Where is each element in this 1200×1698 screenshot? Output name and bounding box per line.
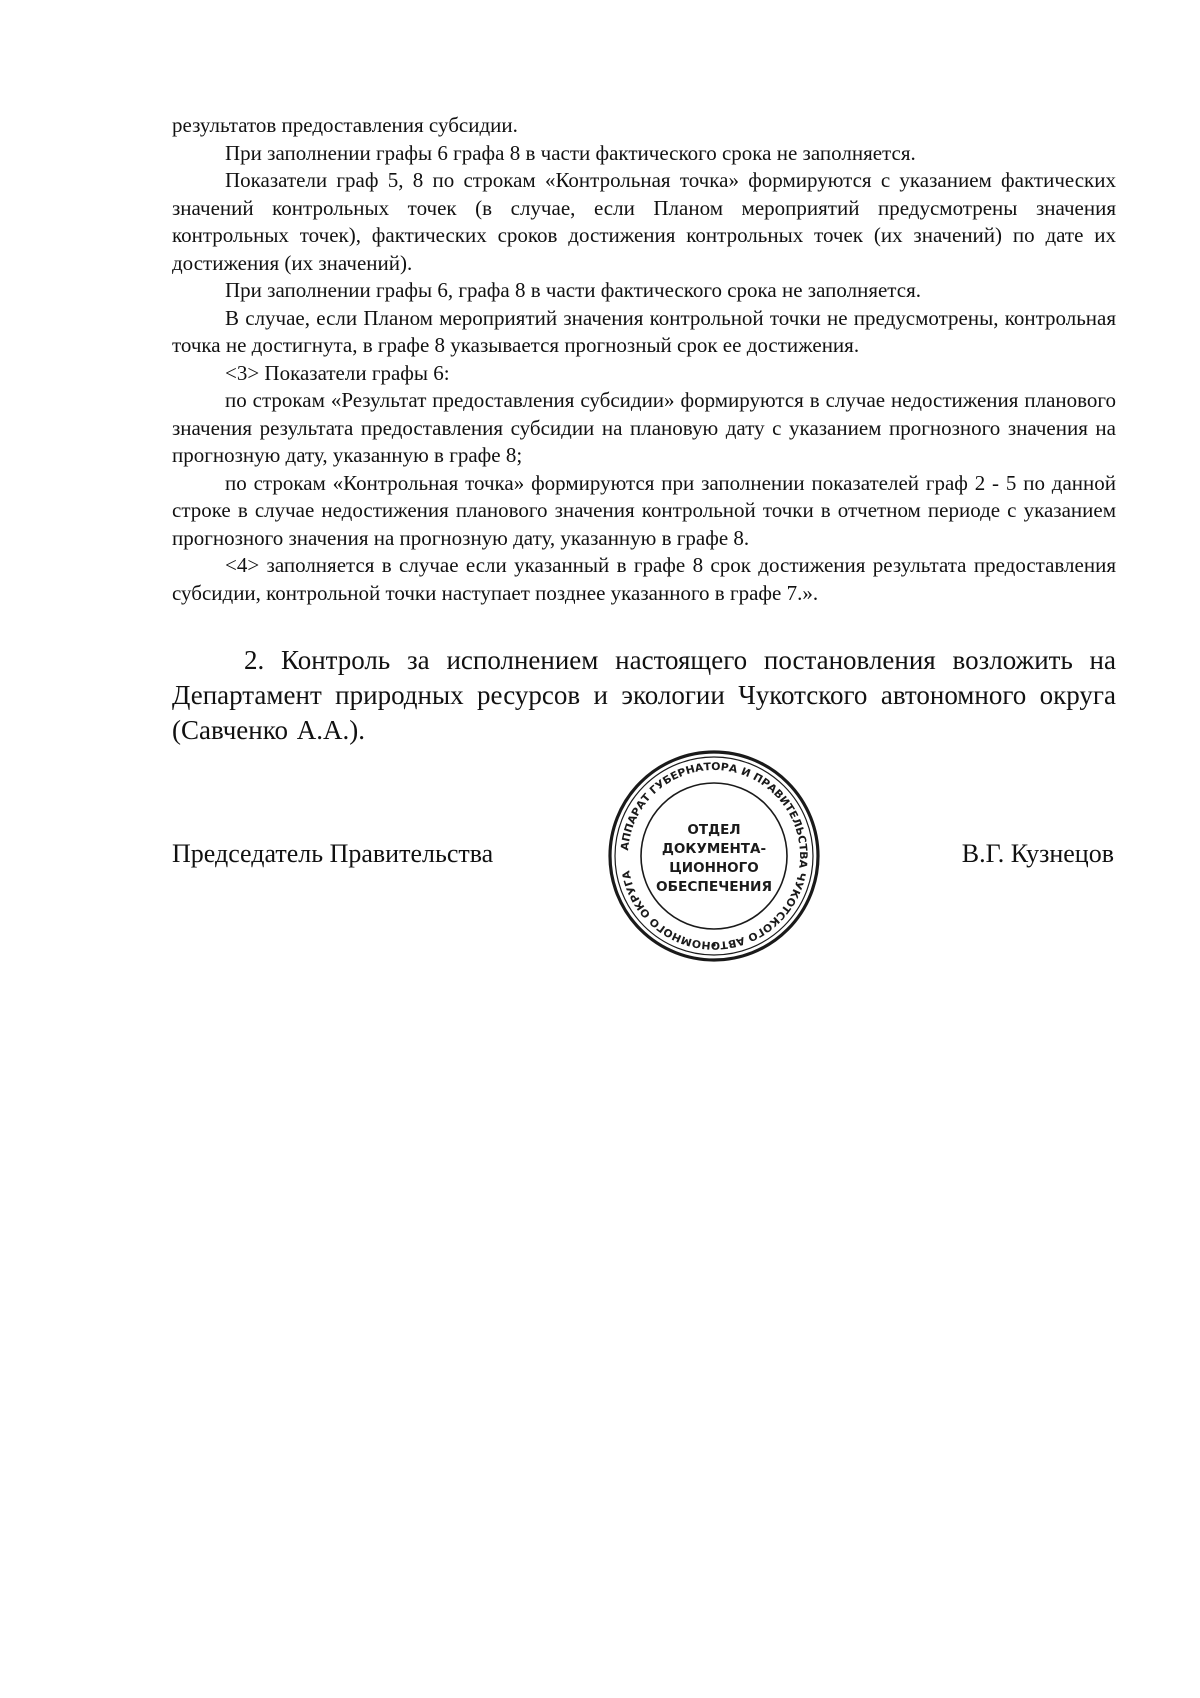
- footnote-paragraph: по строкам «Результат предоставления субсидии» формируются в случае недостижения планового значения результата предоставления субсидии на плановую дату с указанием прогнозного значения на прогнозную дату, указанную в графе 8;: [172, 388, 1116, 467]
- footnote-marker-3: <3> Показатели графы 6:: [225, 360, 450, 385]
- footnote-paragraph: При заполнении графы 6 графа 8 в части фактического срока не заполняется.: [225, 140, 916, 165]
- seal-graphic: [603, 745, 825, 967]
- seal-ring-textpath: АППАРАТ ГУБЕРНАТОРА И ПРАВИТЕЛЬСТВА ЧУКОТСКОГО АВТ НОМНОГО ОКРУГА: [619, 760, 810, 952]
- footnote-paragraph: В случае, если Планом мероприятий значения контрольной точки не предусмотрены, контрольная точка не достигнута, в графе 8 указывается прогнозный срок ее достижения.: [172, 305, 1116, 357]
- footnote-paragraph: результатов предоставления субсидии.: [172, 113, 518, 137]
- seal-line-4: ОБЕСПЕЧЕНИЯ: [656, 879, 772, 895]
- signatory-title: Председатель Правительства: [172, 839, 494, 868]
- seal-line-2: ДОКУМЕНТА-: [661, 841, 767, 857]
- official-seal-stamp: [603, 745, 825, 967]
- resolution-section: [172, 643, 1116, 748]
- footnote-paragraph: При заполнении графы 6, графа 8 в части фактического срока не заполняется.: [225, 278, 921, 302]
- footnote-paragraph: Показатели граф 5, 8 по строкам «Контрольная точка» формируются с указанием фактических значений контрольных точек (в случае, если Планом мероприятий предусмотрены значения контрольных точек), фактических сроков достижения контрольных точек (их значений) по дате их достижения (их значений).: [172, 168, 1116, 275]
- signatory-name: В.Г. Кузнецов: [961, 839, 1114, 868]
- footnote-marker-4: <4> заполняется в случае если указанный в графе 8 срок достижения результата предоставления субсидии, контрольной точки наступает позднее указанного в графе 7.».: [172, 553, 1116, 605]
- seal-line-1: ОТДЕЛ: [687, 822, 741, 838]
- footnotes-section: [172, 112, 1116, 607]
- seal-line-3: ЦИОННОГО: [669, 860, 759, 876]
- seal-dot: [712, 943, 715, 946]
- resolution-item-2: 2. Контроль за исполнением настоящего постановления возложить на Департамент природных ресурсов и экологии Чукотского автономного округа (Савченко А.А.).: [172, 645, 1116, 745]
- footnote-paragraph: по строкам «Контрольная точка» формируются при заполнении показателей граф 2 - 5 по данной строке в случае недостижения планового значения контрольной точки в отчетном периоде с указанием прогнозного значения на прогнозную дату, указанную в графе 8.: [172, 470, 1116, 550]
